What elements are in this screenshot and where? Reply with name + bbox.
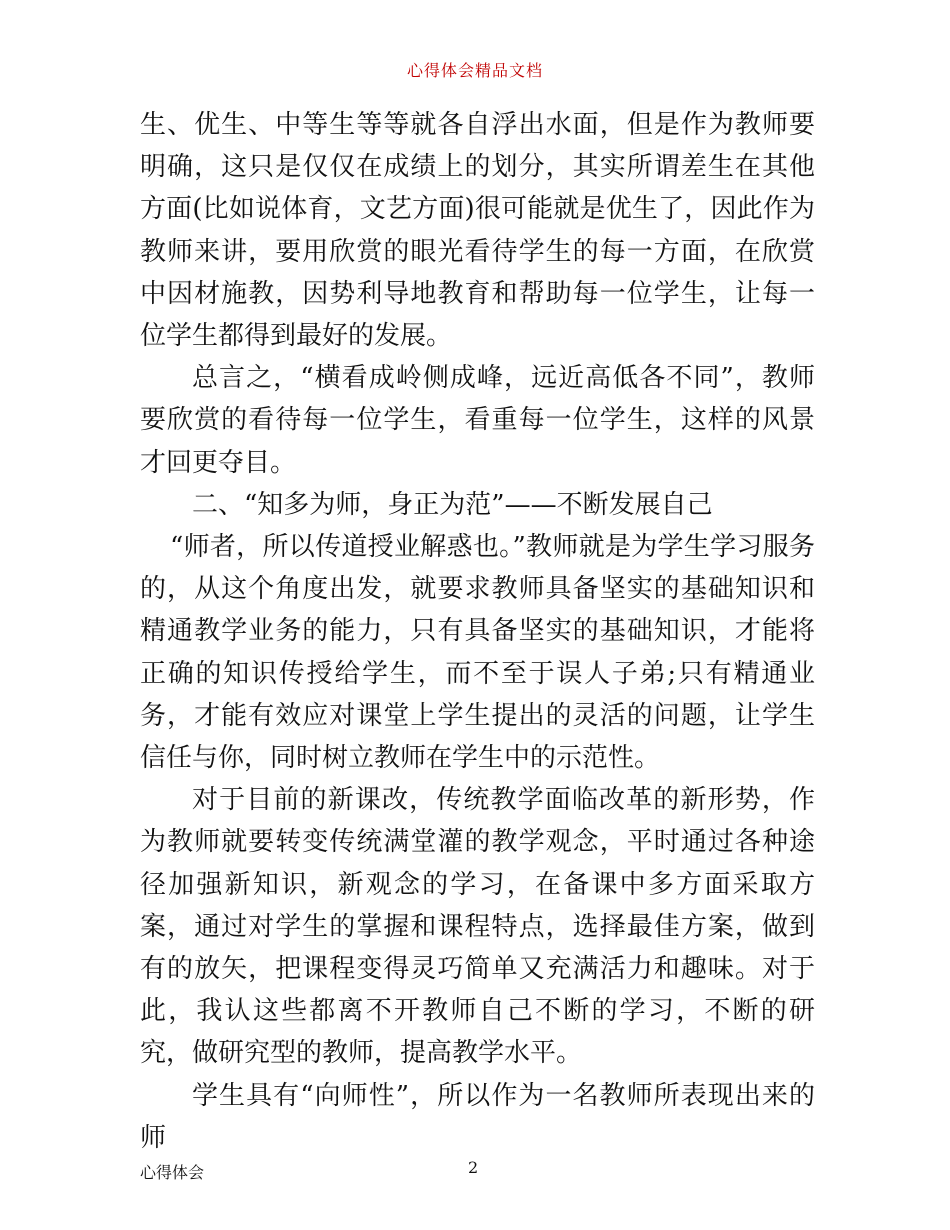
page-number: 2 (468, 1158, 479, 1177)
paragraph-quote: “师者，所以传道授业解惑也。”教师就是为学生学习服务的，从这个角度出发，就要求教师具备坚实的基础知识和精通教学业务的能力，只有具备坚实的基础知识，才能将正确的知识传授给学生，而不至于误人子弟;只有精通业务，才能有效应对课堂上学生提出的灵活的问题，让学生信任与你，同时树立教师在学生中的示范性。 (140, 532, 815, 774)
paragraph-curriculum-reform: 对于目前的新课改，传统教学面临改革的新形势，作为教师就要转变传统满堂灌的教学观念，平时通过各种途径加强新知识，新观念的学习，在备课中多方面采取方案，通过对学生的掌握和课程特点，选择最佳方案，做到有的放矢，把课程变得灵巧简单又充满活力和趣味。对于此，我认这些都离不开教师自己不断的学习，不断的研究，做研究型的教师，提高教学水平。 (140, 785, 815, 1069)
footer-label: 心得体会 (140, 1163, 205, 1182)
section-heading: 二、“知多为师，身正为范”——不断发展自己 (192, 489, 713, 520)
document-body (140, 104, 815, 1159)
paragraph-summary: 总言之，“横看成岭侧成峰，远近高低各不同”，教师要欣赏的看待每一位学生，看重每一位学生，这样的风景才回更夺目。 (140, 363, 815, 478)
paragraph-student-tendency: 学生具有“向师性”，所以作为一名教师所表现出来的师 (140, 1080, 815, 1153)
header-title: 心得体会精品文档 (406, 61, 543, 80)
paragraph-continuation: 生、优生、中等生等等就各自浮出水面，但是作为教师要明确，这只是仅仅在成绩上的划分，其实所谓差生在其他方面(比如说体育，文艺方面)很可能就是优生了，因此作为教师来讲，要用欣赏的眼光看待学生的每一方面，在欣赏中因材施教，因势利导地教育和帮助每一位学生，让每一位学生都得到最好的发展。 (140, 110, 815, 352)
